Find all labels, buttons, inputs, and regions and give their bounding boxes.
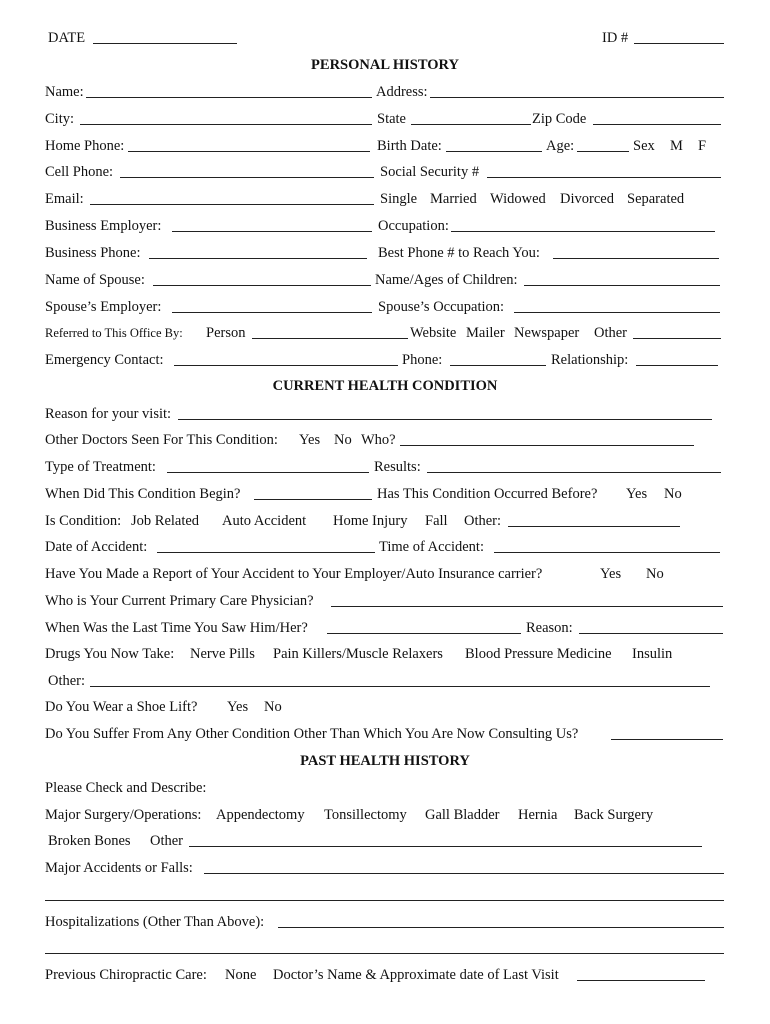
city-label: City:	[45, 111, 75, 127]
occupation-field[interactable]	[451, 231, 715, 232]
other-condition-field[interactable]	[611, 739, 723, 740]
broken-other-option[interactable]: Other	[150, 833, 184, 849]
chiro-label: Previous Chiropractic Care:	[45, 967, 207, 983]
zip-label: Zip Code	[532, 111, 587, 127]
drugs-label: Drugs You Now Take:	[45, 646, 175, 662]
report-row	[0, 564, 770, 584]
treatment-label: Type of Treatment:	[45, 459, 156, 475]
marital-widowed[interactable]: Widowed	[490, 191, 546, 207]
surgery-gall-bladder[interactable]: Gall Bladder	[425, 807, 500, 823]
accidents-field[interactable]	[204, 873, 724, 874]
sex-label: Sex	[633, 138, 655, 154]
business-phone-field[interactable]	[149, 258, 367, 259]
spouse-name-label: Name of Spouse:	[45, 272, 145, 288]
reason-row	[0, 404, 770, 424]
treatment-row	[0, 457, 770, 477]
other-doctors-label: Other Doctors Seen For This Condition:	[45, 432, 278, 448]
children-label: Name/Ages of Children:	[375, 272, 518, 288]
last-saw-reason-label: Reason:	[526, 620, 573, 636]
ssn-field[interactable]	[487, 177, 721, 178]
referred-mailer-option[interactable]: Mailer	[466, 325, 505, 341]
name-field[interactable]	[86, 97, 372, 98]
shoe-lift-row	[0, 697, 770, 717]
other-doctors-row	[0, 430, 770, 450]
begin-label: When Did This Condition Begin?	[45, 486, 241, 502]
address-label: Address:	[376, 84, 428, 100]
last-saw-label: When Was the Last Time You Saw Him/Her?	[45, 620, 308, 636]
spouse-employer-row	[0, 297, 770, 317]
hospitalizations-continued-row	[0, 938, 770, 958]
surgery-back[interactable]: Back Surgery	[574, 807, 654, 823]
current-health-heading: CURRENT HEALTH CONDITION	[272, 378, 498, 394]
id-label: ID #	[602, 30, 629, 46]
condition-other[interactable]: Other:	[464, 513, 502, 529]
referred-row	[0, 323, 770, 343]
state-field[interactable]	[411, 124, 531, 125]
report-no[interactable]: No	[646, 566, 664, 582]
referred-other-field[interactable]	[633, 338, 721, 339]
accident-date-field[interactable]	[157, 552, 375, 553]
relationship-field[interactable]	[636, 365, 718, 366]
condition-other-field[interactable]	[508, 526, 680, 527]
accident-time-label: Time of Accident:	[379, 539, 484, 555]
drugs-other-row	[0, 671, 770, 691]
past-health-heading: PAST HEALTH HISTORY	[300, 753, 470, 769]
cell-phone-row	[0, 162, 770, 182]
date-field[interactable]	[93, 43, 237, 44]
marital-married[interactable]: Married	[430, 191, 477, 207]
check-describe-label: Please Check and Describe:	[45, 780, 207, 796]
hospitalizations-label: Hospitalizations (Other Than Above):	[45, 914, 265, 930]
accidents-field-line-2[interactable]	[45, 900, 724, 901]
birth-date-field[interactable]	[446, 151, 542, 152]
cell-phone-label: Cell Phone:	[45, 164, 114, 180]
city-field[interactable]	[80, 124, 372, 125]
spouse-employer-label: Spouse’s Employer:	[45, 299, 162, 315]
zip-field[interactable]	[593, 124, 721, 125]
business-employer-label: Business Employer:	[45, 218, 162, 234]
referred-person-option[interactable]: Person	[206, 325, 246, 341]
date-label: DATE	[48, 30, 86, 46]
city-row	[0, 109, 770, 129]
is-condition-row	[0, 511, 770, 531]
occurred-no[interactable]: No	[664, 486, 682, 502]
report-yes[interactable]: Yes	[600, 566, 622, 582]
cell-phone-field[interactable]	[120, 177, 374, 178]
drug-insulin[interactable]: Insulin	[632, 646, 673, 662]
surgery-appendectomy[interactable]: Appendectomy	[216, 807, 305, 823]
accident-time-field[interactable]	[494, 552, 720, 553]
hospitalizations-field-line-2[interactable]	[45, 953, 724, 954]
state-label: State	[377, 111, 406, 127]
accidents-continued-row	[0, 885, 770, 905]
surgery-label: Major Surgery/Operations:	[45, 807, 202, 823]
emergency-label: Emergency Contact:	[45, 352, 164, 368]
spouse-row	[0, 270, 770, 290]
marital-divorced[interactable]: Divorced	[560, 191, 614, 207]
spouse-occupation-field[interactable]	[514, 312, 720, 313]
accidents-label: Major Accidents or Falls:	[45, 860, 193, 876]
who-field[interactable]	[400, 445, 694, 446]
broken-bones-row	[0, 831, 770, 851]
occupation-label: Occupation:	[378, 218, 449, 234]
drug-nerve-pills[interactable]: Nerve Pills	[190, 646, 255, 662]
chiro-none-option[interactable]: None	[225, 967, 257, 983]
id-field[interactable]	[634, 43, 724, 44]
broken-bones-option[interactable]: Broken Bones	[48, 833, 131, 849]
address-field[interactable]	[430, 97, 724, 98]
emergency-phone-label: Phone:	[402, 352, 443, 368]
reason-field[interactable]	[178, 419, 712, 420]
drug-pain-killers[interactable]: Pain Killers/Muscle Relaxers	[273, 646, 443, 662]
personal-history-heading: PERSONAL HISTORY	[311, 57, 459, 73]
shoe-lift-no[interactable]: No	[264, 699, 282, 715]
occurred-yes[interactable]: Yes	[626, 486, 648, 502]
spouse-employer-field[interactable]	[172, 312, 372, 313]
begin-field[interactable]	[254, 499, 372, 500]
emergency-row	[0, 350, 770, 370]
referred-other-option[interactable]: Other	[594, 325, 628, 341]
marital-single[interactable]: Single	[380, 191, 418, 207]
drug-blood-pressure[interactable]: Blood Pressure Medicine	[465, 646, 612, 662]
business-employer-field[interactable]	[172, 231, 372, 232]
report-label: Have You Made a Report of Your Accident to Your Employer/Auto Insurance carrier?	[45, 566, 543, 582]
accident-date-row	[0, 537, 770, 557]
business-phone-row	[0, 243, 770, 263]
best-phone-label: Best Phone # to Reach You:	[378, 245, 540, 261]
children-field[interactable]	[524, 285, 720, 286]
name-label: Name:	[45, 84, 84, 100]
email-field[interactable]	[90, 204, 374, 205]
age-field[interactable]	[577, 151, 629, 152]
doctor-name-label: Doctor’s Name & Approximate date of Last Visit	[273, 967, 559, 983]
broken-other-field[interactable]	[189, 846, 702, 847]
sex-f-option[interactable]: F	[698, 138, 707, 154]
age-label: Age:	[546, 138, 575, 154]
sex-m-option[interactable]: M	[670, 138, 683, 154]
header-row	[0, 28, 770, 48]
other-doctors-no[interactable]: No	[334, 432, 352, 448]
home-phone-field[interactable]	[128, 151, 370, 152]
accidents-row	[0, 858, 770, 878]
reason-label: Reason for your visit:	[45, 406, 172, 422]
condition-auto-accident[interactable]: Auto Accident	[222, 513, 307, 529]
shoe-lift-label: Do You Wear a Shoe Lift?	[45, 699, 198, 715]
other-condition-label: Do You Suffer From Any Other Condition Other Than Which You Are Now Consulting Us?	[45, 726, 579, 742]
drugs-other-field[interactable]	[90, 686, 710, 687]
ssn-label: Social Security #	[380, 164, 480, 180]
referred-person-field[interactable]	[252, 338, 408, 339]
treatment-field[interactable]	[167, 472, 369, 473]
hospitalizations-field[interactable]	[278, 927, 724, 928]
referred-website-option[interactable]: Website	[410, 325, 457, 341]
other-doctors-yes[interactable]: Yes	[299, 432, 321, 448]
home-phone-label: Home Phone:	[45, 138, 125, 154]
referred-newspaper-option[interactable]: Newspaper	[514, 325, 580, 341]
doctor-name-field[interactable]	[577, 980, 705, 981]
chiro-row	[0, 965, 770, 985]
spouse-name-field[interactable]	[153, 285, 371, 286]
spouse-occupation-label: Spouse’s Occupation:	[378, 299, 505, 315]
email-row	[0, 189, 770, 209]
email-label: Email:	[45, 191, 84, 207]
hospitalizations-row	[0, 912, 770, 932]
shoe-lift-yes[interactable]: Yes	[227, 699, 249, 715]
drugs-other-label: Other:	[48, 673, 86, 689]
business-phone-label: Business Phone:	[45, 245, 141, 261]
occurred-before-label: Has This Condition Occurred Before?	[377, 486, 598, 502]
surgery-tonsillectomy[interactable]: Tonsillectomy	[324, 807, 407, 823]
marital-separated[interactable]: Separated	[627, 191, 685, 207]
pcp-row	[0, 591, 770, 611]
emergency-field[interactable]	[174, 365, 398, 366]
business-employer-row	[0, 216, 770, 236]
emergency-phone-field[interactable]	[450, 365, 546, 366]
birth-date-label: Birth Date:	[377, 138, 442, 154]
pcp-field[interactable]	[331, 606, 723, 607]
accident-date-label: Date of Accident:	[45, 539, 148, 555]
condition-job-related[interactable]: Job Related	[131, 513, 200, 529]
results-label: Results:	[374, 459, 421, 475]
is-condition-label: Is Condition:	[45, 513, 122, 529]
name-row	[0, 82, 770, 102]
best-phone-field[interactable]	[553, 258, 719, 259]
last-saw-field[interactable]	[327, 633, 521, 634]
check-describe-row	[0, 778, 770, 798]
referred-label: Referred to This Office By:	[45, 326, 183, 340]
who-label: Who?	[361, 432, 396, 448]
begin-row	[0, 484, 770, 504]
relationship-label: Relationship:	[551, 352, 629, 368]
results-field[interactable]	[427, 472, 721, 473]
home-phone-row	[0, 136, 770, 156]
condition-home-injury[interactable]: Home Injury	[333, 513, 408, 529]
pcp-label: Who is Your Current Primary Care Physician?	[45, 593, 314, 609]
last-saw-row	[0, 618, 770, 638]
condition-fall[interactable]: Fall	[425, 513, 448, 529]
last-saw-reason-field[interactable]	[579, 633, 723, 634]
other-condition-row	[0, 724, 770, 744]
drugs-row	[0, 644, 770, 664]
surgery-row	[0, 805, 770, 825]
surgery-hernia[interactable]: Hernia	[518, 807, 558, 823]
